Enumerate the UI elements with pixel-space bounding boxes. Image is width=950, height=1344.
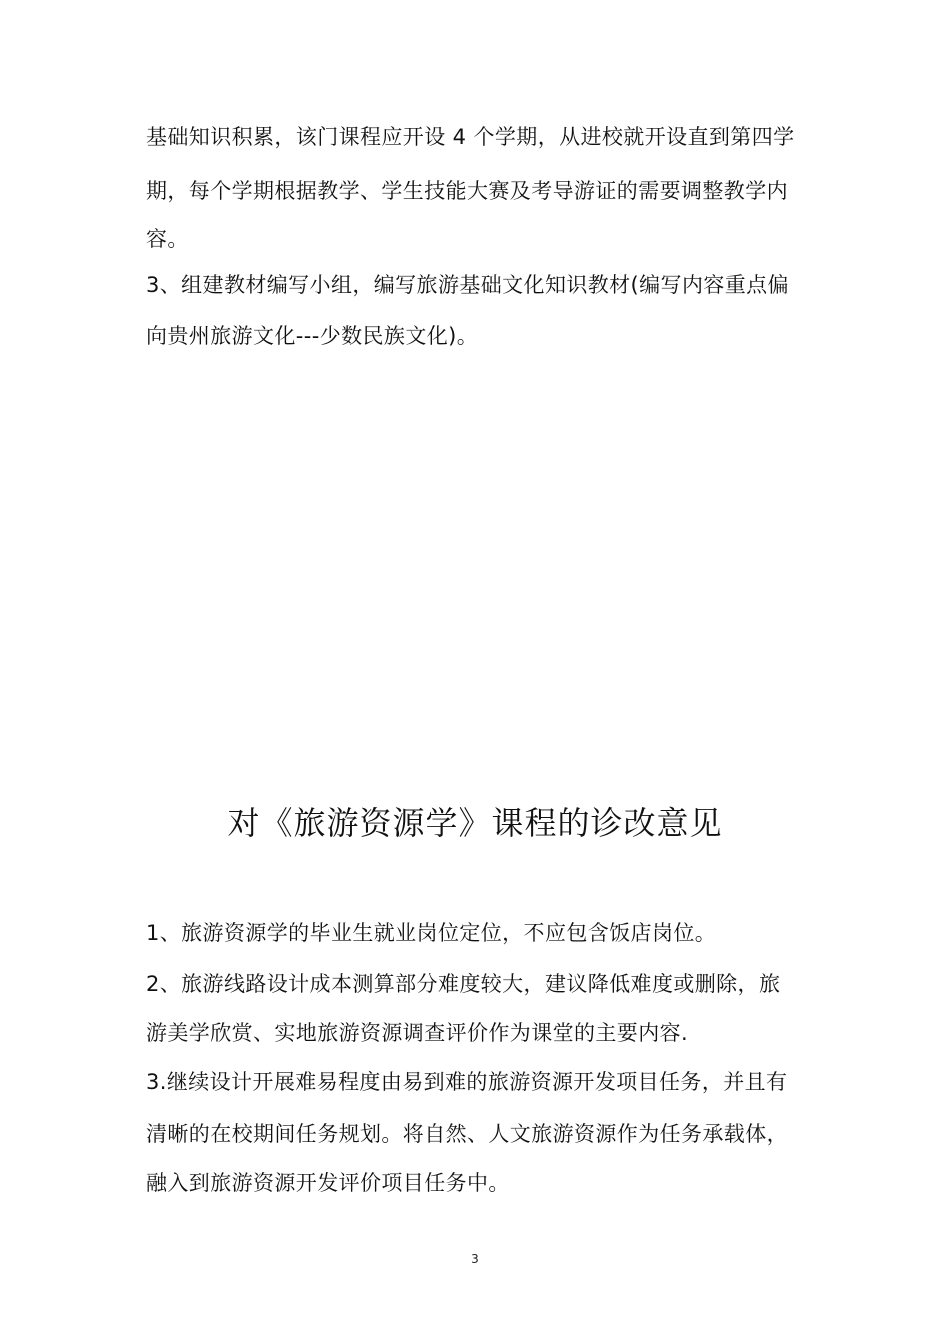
paragraph-line: 1、旅游资源学的毕业生就业岗位定位，不应包含饭店岗位。 <box>146 921 717 945</box>
paragraph-line: 容。 <box>146 227 189 251</box>
paragraph-line: 融入到旅游资源开发评价项目任务中。 <box>146 1171 510 1195</box>
paragraph-line: 向贵州旅游文化---少数民族文化)。 <box>146 324 479 348</box>
paragraph-line: 基础知识积累，该门课程应开设 4 个学期，从进校就开设直到第四学 <box>146 125 795 149</box>
section-heading: 对《旅游资源学》课程的诊改意见 <box>227 804 723 842</box>
paragraph-line: 期，每个学期根据教学、学生技能大赛及考导游证的需要调整教学内 <box>146 179 788 203</box>
page-number: 3 <box>471 1252 479 1266</box>
paragraph-line: 3.继续设计开展难易程度由易到难的旅游资源开发项目任务，并且有 <box>146 1070 788 1094</box>
paragraph-line: 2、旅游线路设计成本测算部分难度较大，建议降低难度或删除，旅 <box>146 972 781 996</box>
paragraph-line: 游美学欣赏、实地旅游资源调查评价作为课堂的主要内容. <box>146 1021 689 1045</box>
paragraph-line: 3、组建教材编写小组，编写旅游基础文化知识教材(编写内容重点偏 <box>146 273 789 297</box>
paragraph-line: 清晰的在校期间任务规划。将自然、人文旅游资源作为任务承载体， <box>146 1122 788 1146</box>
